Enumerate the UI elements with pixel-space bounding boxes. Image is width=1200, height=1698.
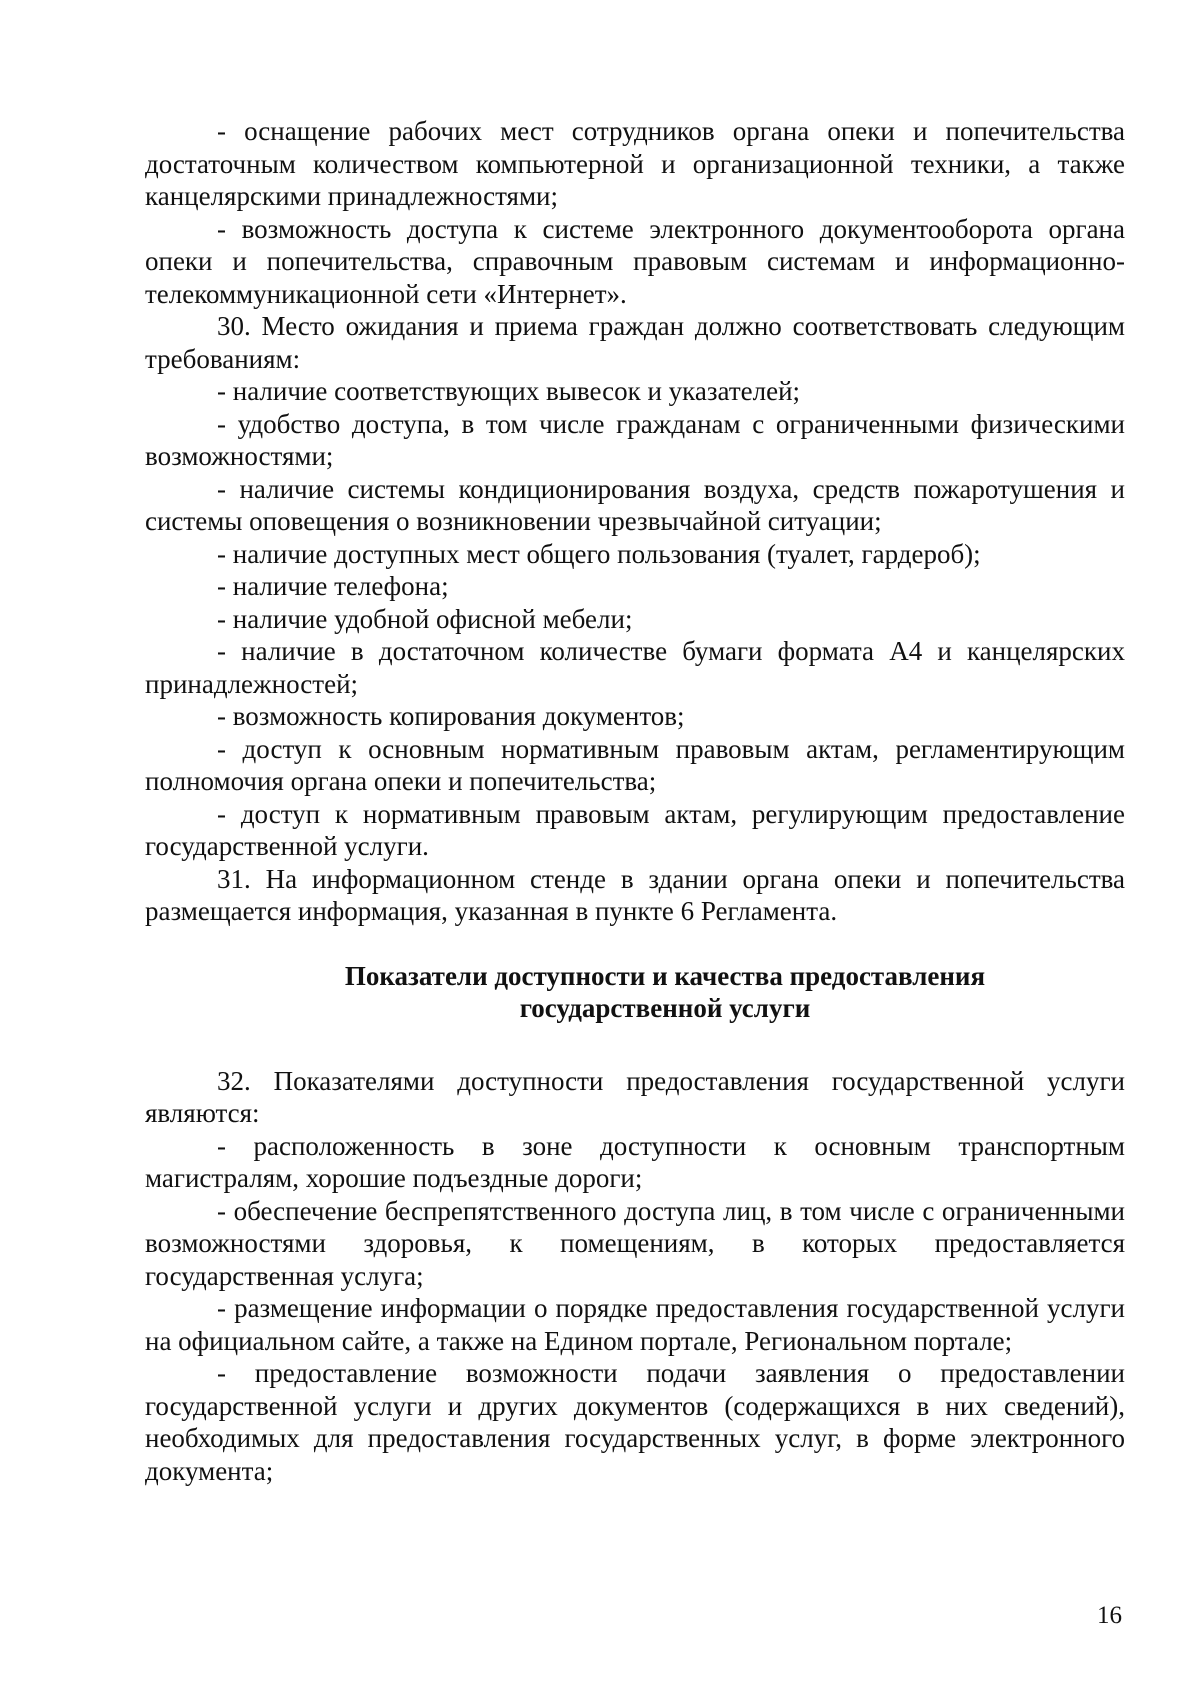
section-heading-line-1: Показатели доступности и качества предоставления — [344, 960, 986, 991]
document-body — [145, 115, 1125, 1487]
paragraph-accessibility: - удобство доступа, в том числе гражданам с ограниченными физическими возможностями; — [145, 408, 1125, 471]
section-heading-line-2: государственной услуги — [519, 993, 811, 1023]
paragraph-transport: - расположенность в зоне доступности к основным транспортным магистралям, хорошие подъездные дороги; — [145, 1130, 1125, 1193]
section-heading — [145, 960, 1125, 1025]
paragraph-telephone: - наличие телефона; — [217, 571, 449, 601]
paragraph-workplace-equipment: - оснащение рабочих мест сотрудников органа опеки и попечительства достаточным количеством компьютерной и организационной техники, а также канцелярскими принадлежностями; — [145, 116, 1125, 211]
paragraph-copying: - возможность копирования документов; — [217, 701, 685, 731]
paragraph-common-areas: - наличие доступных мест общего пользования (туалет, гардероб); — [217, 538, 981, 569]
paragraph-item-31: 31. На информационном стенде в здании органа опеки и попечительства размещается информация, указанная в пункте 6 Регламента. — [145, 863, 1125, 926]
paragraph-edms-access: - возможность доступа к системе электронного документооборота органа опеки и попечительства, справочным правовым системам и информационно-телекоммуникационной сети «Интернет». — [145, 213, 1125, 309]
paragraph-regulatory-acts-powers: - доступ к основным нормативным правовым актам, регламентирующим полномочия органа опеки и попечительства; — [145, 733, 1125, 796]
paragraph-air-conditioning: - наличие системы кондиционирования воздуха, средств пожаротушения и системы оповещения о возникновении чрезвычайной ситуации; — [145, 473, 1125, 536]
page-number: 16 — [1097, 1602, 1122, 1629]
paragraph-paper-supplies: - наличие в достаточном количестве бумаги формата А4 и канцелярских принадлежностей; — [145, 636, 1125, 699]
paragraph-barrier-free: - обеспечение беспрепятственного доступа лиц, в том числе с ограниченными возможностями здоровья, к помещениям, в которых предоставляется государственная услуга; — [145, 1195, 1125, 1291]
paragraph-signs: - наличие соответствующих вывесок и указателей; — [217, 376, 801, 406]
paragraph-item-32: 32. Показателями доступности предоставления государственной услуги являются: — [145, 1065, 1125, 1128]
paragraph-item-30: 30. Место ожидания и приема граждан должно соответствовать следующим требованиям: — [145, 311, 1125, 374]
paragraph-electronic-submission: - предоставление возможности подачи заявления о предоставлении государственной услуги и других документов (содержащихся в них сведений), необходимых для предоставления государственных услуг, в форме электронного документа; — [145, 1358, 1125, 1486]
paragraph-website-info: - размещение информации о порядке предоставления государственной услуги на официальном сайте, а также на Едином портале, Региональном портале; — [145, 1293, 1125, 1356]
paragraph-regulatory-acts-service: - доступ к нормативным правовым актам, регулирующим предоставление государственной услуги. — [145, 798, 1125, 861]
paragraph-furniture: - наличие удобной офисной мебели; — [217, 603, 633, 634]
